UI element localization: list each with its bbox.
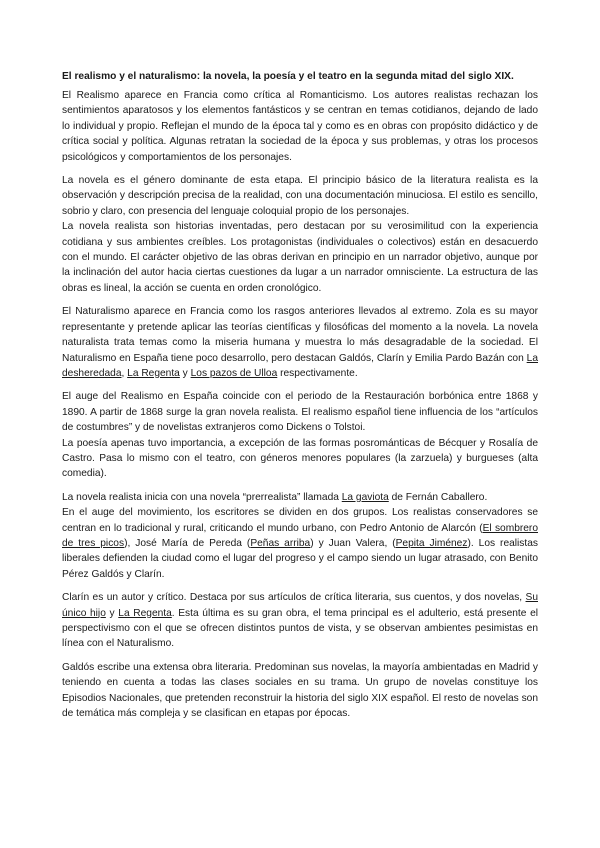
text-run: ) y Juan Valera, ( bbox=[310, 537, 396, 549]
text-run: respectivamente. bbox=[277, 367, 358, 379]
text-run: y bbox=[105, 607, 119, 619]
work-title-la-gaviota: La gaviota bbox=[341, 491, 389, 503]
text-run: El Naturalismo aparece en Francia como los rasgos anteriores llevados al extremo. Zola es su mayor representante y pretende aplicar las teorías científicas y filosóficas del momento a la novela. La novela naturalista trata temas como la miseria humana y muestra lo más desagradable de la sociedad. El Naturalismo en España tiene poco desarrollo, pero destacan Galdós, Clarín y Emilia Pardo Bazán con bbox=[62, 306, 538, 364]
paragraph-novela-genero: La novela es el género dominante de esta etapa. El principio básico de la literatura realista es la observación y descripción precisa de la realidad, con una documentación minuciosa. El estilo es sencillo, sobrio y claro, con presencia del lenguaje coloquial propio de los personajes. bbox=[62, 175, 538, 217]
text-run: , bbox=[121, 367, 128, 379]
text-run: . Esta última es su gran obra, el tema principal es el adulterio, está presente el perspectivismo con el que se ofrecen distintos puntos de vista, y se observan ambientes pesimistas en línea con el Naturalismo. bbox=[62, 607, 539, 650]
paragraph-poesia-teatro: La poesía apenas tuvo importancia, a excepción de las formas posrománticas de Bécquer y Rosalía de Castro. Pasa lo mismo con el teatro, con géneros menores populares (la zarzuela) y burgueses (alta comedia). bbox=[62, 437, 538, 480]
paragraph-realismo-intro: El Realismo aparece en Francia como crítica al Romanticismo. Los autores realistas rechazan los sentimientos aparatosos y los elementos fantásticos y se centran en temas cotidianos, dejando de lado lo individual y propio. Reflejan el mundo de la época tal y como es en obras con propósito didáctico y de crítica social y política. Algunas retratan la sociedad de la época y sus problemas, y otras los procesos psicológicos y comportamientos de los personajes. bbox=[62, 90, 538, 163]
text-run: ), José María de Pereda ( bbox=[124, 537, 251, 549]
work-title-la-regenta: La Regenta bbox=[127, 367, 180, 379]
document-page bbox=[62, 70, 538, 721]
text-run: de Fernán Caballero. bbox=[388, 491, 488, 503]
paragraph-galdos: Galdós escribe una extensa obra literaria. Predominan sus novelas, la mayoría ambientadas en Madrid y teniendo en cuenta a todas las clases sociales en su trama. Un grupo de novelas constituye los Episodios Nacionales, que pretenden reconstruir la historia del siglo XIX español. El resto de novelas son de temática más compleja y se clasifican en etapas por épocas. bbox=[62, 661, 538, 720]
work-title-pepita-jimenez: Pepita Jiménez bbox=[395, 537, 468, 549]
document-title: El realismo y el naturalismo: la novela, la poesía y el teatro en la segunda mitad del siglo XIX. bbox=[62, 71, 514, 82]
work-title-la-regenta-clarin: La Regenta bbox=[118, 607, 172, 619]
paragraph-auge-realismo: El auge del Realismo en España coincide con el periodo de la Restauración borbónica entre 1868 y 1890. A partir de 1868 surge la gran novela realista. El realismo español tiene influencia de los “artículos de costumbres” y de novelistas extranjeros como Dickens o Tolstoi. bbox=[62, 391, 538, 434]
text-run: ). Los realistas liberales defienden la ciudad como el lugar del progreso y el campo siendo un lugar atrasado, con Benito Pérez Galdós y Clarín. bbox=[62, 537, 538, 580]
work-title-los-pazos-de-ulloa: Los pazos de Ulloa bbox=[190, 367, 278, 379]
text-run: Clarín es un autor y crítico. Destaca por sus artículos de crítica literaria, sus cuentos, y dos novelas, bbox=[62, 592, 526, 604]
paragraph-grupos-escritores bbox=[62, 505, 538, 582]
paragraph-naturalismo bbox=[62, 304, 538, 381]
work-title-su-unico-hijo: Su único hijo bbox=[62, 592, 538, 619]
text-run: En el auge del movimiento, los escritores se dividen en dos grupos. Los realistas conservadores se centran en lo tradicional y rural, criticando el mundo urbano, con Pedro Antonio de Alarcón ( bbox=[62, 507, 538, 534]
work-title-la-desheredada: La desheredada bbox=[62, 352, 538, 379]
text-run: La novela realista inicia con una novela “prerrealista” llamada bbox=[62, 491, 342, 503]
paragraph-prerrealista bbox=[62, 490, 538, 505]
work-title-penas-arriba: Peñas arriba bbox=[250, 537, 311, 549]
work-title-el-sombrero-de-tres-picos: El sombrero de tres picos bbox=[62, 522, 538, 549]
paragraph-novela-realista: La novela realista son historias inventadas, pero destacan por su verosimilitud con la experiencia cotidiana y sus ambientes creíbles. Los protagonistas (individuales o colectivos) están en desacuerdo con el mundo. El carácter objetivo de las obras derivan en principio en un narrador objetivo, aunque por la inclinación del autor hacia ciertas cuestiones da lugar a un narrador omnisciente. La estructura de las obras es lineal, la acción se cuenta en orden cronológico. bbox=[62, 221, 538, 294]
text-run: y bbox=[179, 367, 191, 379]
paragraph-clarin bbox=[62, 590, 538, 652]
